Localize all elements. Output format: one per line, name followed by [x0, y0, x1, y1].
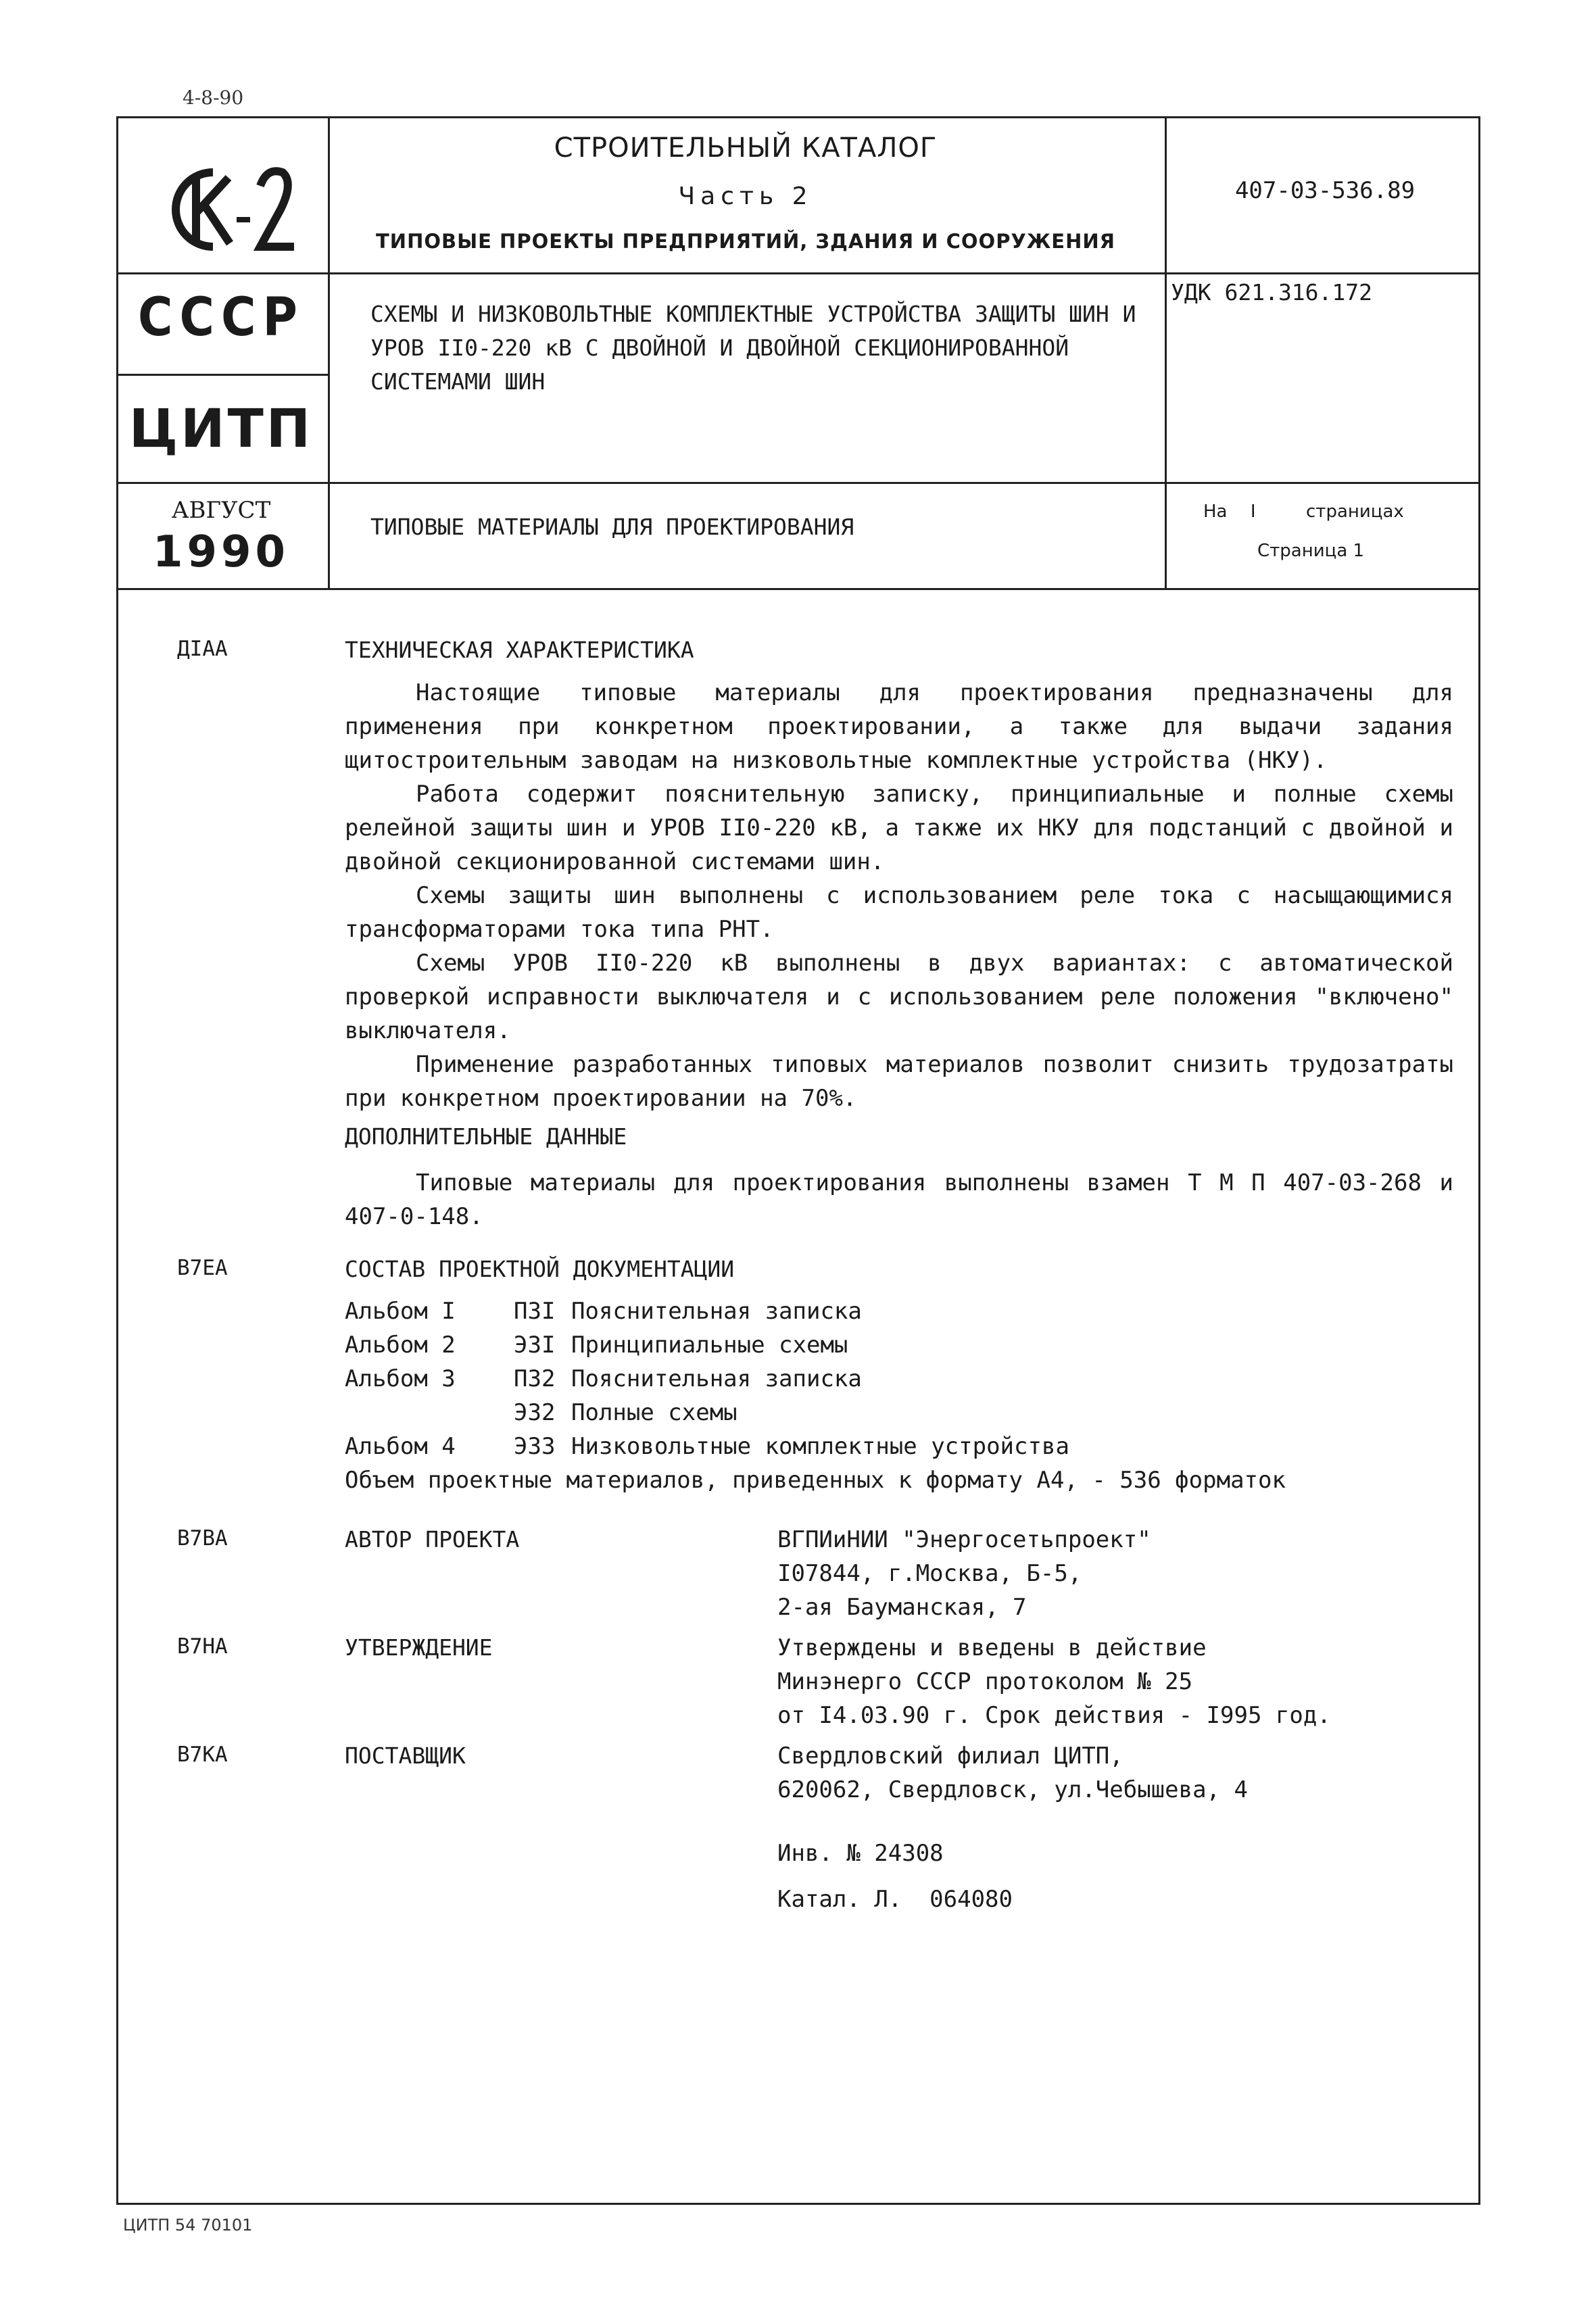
- album-name: Пояснительная записка: [571, 1298, 862, 1325]
- paragraph: Схемы защиты шин выполнены с использованием реле тока с насыщающимися трансформаторами тока типа РНТ.: [345, 882, 1453, 943]
- album-label: Альбом 4: [345, 1433, 456, 1460]
- section-heading: ТЕХНИЧЕСКАЯ ХАРАКТЕРИСТИКА: [345, 637, 694, 663]
- pages-on-label: На: [1203, 502, 1228, 522]
- pages-count: [1203, 502, 1474, 522]
- footer-code: ЦИТП 54 70101: [123, 2216, 253, 2235]
- org-country: СССР: [138, 287, 304, 348]
- pages-count-value: I: [1250, 502, 1256, 522]
- approval-line: Утверждены и введены в действие: [777, 1634, 1207, 1661]
- album-code: Э32: [514, 1399, 556, 1426]
- album-code: П32: [514, 1365, 556, 1392]
- udk-code: УДК 621.316.172: [1171, 279, 1373, 306]
- divider: [118, 482, 1478, 484]
- divider: [1165, 118, 1167, 588]
- album-label: Альбом I: [345, 1298, 456, 1325]
- page-number: Страница 1: [1257, 541, 1365, 561]
- materials-label: ТИПОВЫЕ МАТЕРИАЛЫ ДЛЯ ПРОЕКТИРОВАНИЯ: [370, 514, 854, 540]
- paragraph: Применение разработанных типовых материалов позволит снизить трудозатраты при конкретном проектировании на 70%.: [345, 1051, 1453, 1112]
- album-code: П3I: [514, 1298, 556, 1325]
- k2-logo-icon: [149, 145, 311, 274]
- paragraph: Типовые материалы для проектирования выполнены взамен Т М П 407-03-268 и 407-0-148.: [345, 1169, 1453, 1230]
- section-heading: АВТОР ПРОЕКТА: [345, 1526, 520, 1553]
- issue-month: АВГУСТ: [171, 497, 271, 524]
- section-code: В7ВА: [177, 1526, 228, 1551]
- inventory-number: Инв. № 24308: [777, 1840, 944, 1867]
- section-heading: ДОПОЛНИТЕЛЬНЫЕ ДАННЫЕ: [345, 1123, 627, 1150]
- album-label: Альбом 3: [345, 1365, 456, 1392]
- section-code: В7НА: [177, 1634, 228, 1659]
- catalog-sheet: Катал. Л. 064080: [777, 1886, 1013, 1913]
- approval-line: от I4.03.90 г. Срок действия - I995 год.: [777, 1702, 1331, 1729]
- author-line: 2-ая Бауманская, 7: [777, 1594, 1027, 1621]
- divider: [118, 374, 328, 376]
- section-code: ДIАА: [177, 637, 228, 661]
- section-code: В7ЕА: [177, 1256, 228, 1280]
- catalog-subtitle: ТИПОВЫЕ ПРОЕКТЫ ПРЕДПРИЯТИЙ, ЗДАНИЯ И СООРУЖЕНИЯ: [376, 230, 1115, 253]
- album-code: Э33: [514, 1433, 556, 1460]
- album-name: Пояснительная записка: [571, 1365, 862, 1392]
- album-label: Альбом 2: [345, 1332, 456, 1359]
- divider: [118, 588, 1478, 590]
- document-code: 407-03-536.89: [1234, 177, 1416, 204]
- section-heading: УТВЕРЖДЕНИЕ: [345, 1634, 493, 1661]
- album-name: Низковольтные комплектные устройства: [571, 1433, 1069, 1460]
- author-line: ВГПИиНИИ "Энергосетьпроект": [777, 1526, 1151, 1553]
- section-code: В7КА: [177, 1743, 228, 1767]
- issue-year: 1990: [152, 527, 290, 577]
- divider: [118, 272, 1478, 274]
- album-name: Полные схемы: [571, 1399, 737, 1426]
- album-name: Принципиальные схемы: [571, 1332, 848, 1359]
- org-center: ЦИТП: [128, 399, 314, 460]
- pages-label: страницах: [1306, 502, 1404, 522]
- author-line: I07844, г.Москва, Б-5,: [777, 1560, 1082, 1587]
- paragraph: Работа содержит пояснительную записку, принципиальные и полные схемы релейной защиты шин и УРОВ II0-220 кВ, а также их НКУ для подстанций с двойной и двойной секционированной системами шин.: [345, 781, 1453, 875]
- supplier-line: 620062, Свердловск, ул.Чебышева, 4: [777, 1776, 1248, 1803]
- volume-text: Объем проектные материалов, приведенных к формату А4, - 536 форматок: [345, 1467, 1286, 1494]
- paragraph: Схемы УРОВ II0-220 кВ выполнены в двух вариантах: с автоматической проверкой исправности выключателя и с использованием реле положения "включено" выключателя.: [345, 950, 1453, 1044]
- catalog-title: СТРОИТЕЛЬНЫЙ КАТАЛОГ: [554, 132, 938, 164]
- album-code: Э3I: [514, 1332, 556, 1359]
- section-heading: СОСТАВ ПРОЕКТНОЙ ДОКУМЕНТАЦИИ: [345, 1256, 735, 1282]
- top-date: 4-8-90: [183, 87, 244, 109]
- section-heading: ПОСТАВЩИК: [345, 1743, 466, 1769]
- document-title: СХЕМЫ И НИЗКОВОЛЬТНЫЕ КОМПЛЕКТНЫЕ УСТРОЙСТВА ЗАЩИТЫ ШИН И УРОВ II0-220 кВ С ДВОЙНОЙ И ДВОЙНОЙ СЕКЦИОНИРОВАННОЙ СИСТЕМАМИ ШИН: [370, 301, 1136, 395]
- catalog-part: Часть 2: [678, 182, 813, 210]
- approval-line: Минэнерго СССР протоколом № 25: [777, 1668, 1193, 1695]
- paragraph: Настоящие типовые материалы для проектирования предназначены для применения при конкретном проектировании, а также для выдачи задания щитостроительным заводам на низковольтные комплектные устройства (НКУ).: [345, 679, 1453, 774]
- supplier-line: Свердловский филиал ЦИТП,: [777, 1743, 1123, 1770]
